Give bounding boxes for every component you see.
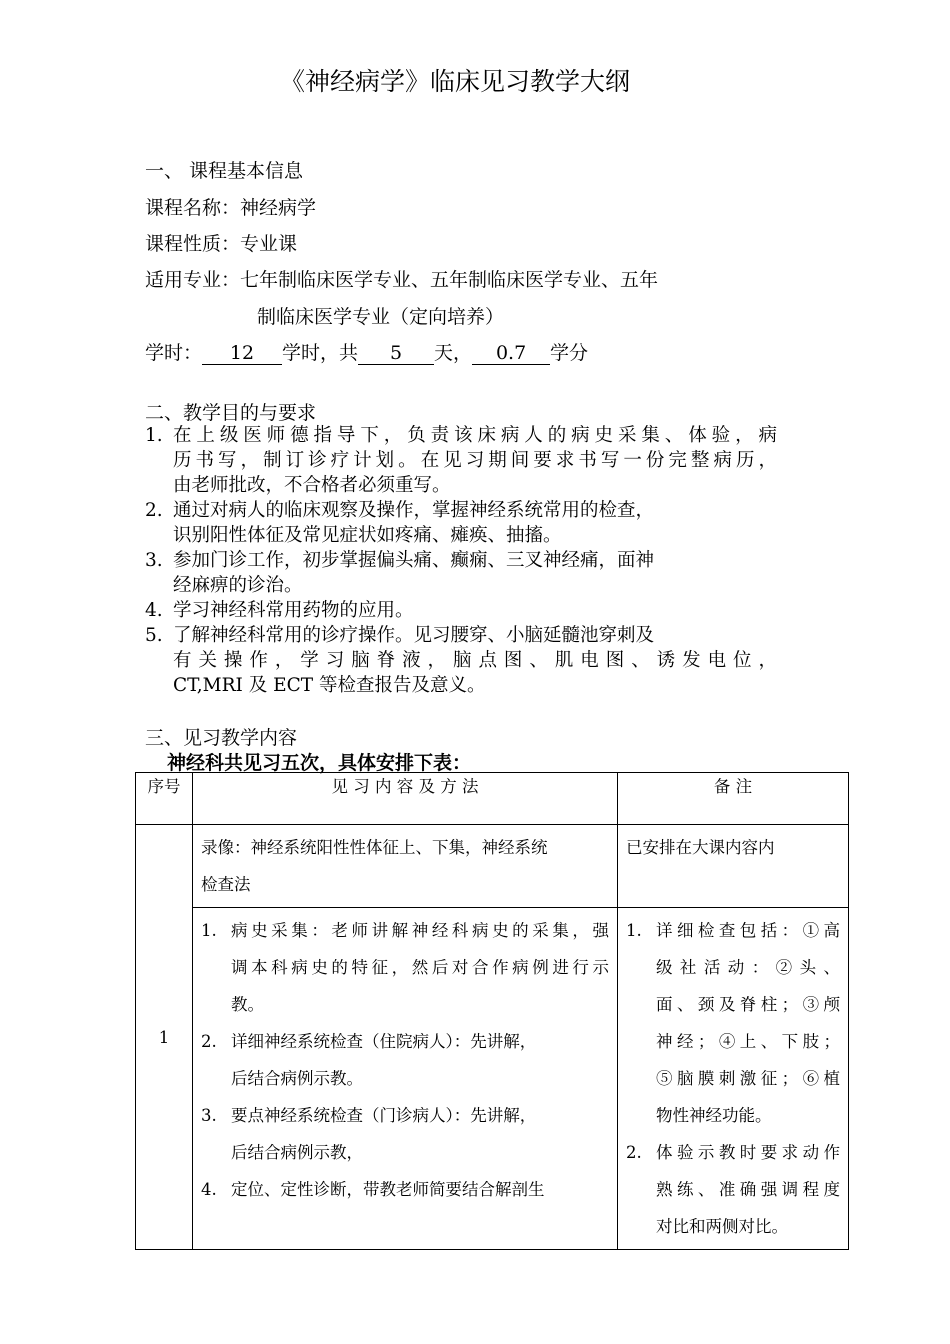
course-type-row — [145, 229, 297, 256]
note-number: 1. — [626, 921, 642, 940]
days-value: 5 — [358, 342, 434, 365]
note-line: 对比和两侧对比。 — [656, 1217, 788, 1236]
table-row — [136, 825, 849, 908]
objective-number: 5. — [145, 625, 163, 646]
table-header-row — [136, 773, 849, 825]
objective-line: 有关操作，学习脑脊液，脑点图、肌电图、诱发电位， — [173, 650, 777, 671]
note-item-1 — [626, 912, 840, 1134]
note-line: 物性神经功能。 — [656, 1106, 772, 1125]
days-unit: 天， — [434, 342, 473, 364]
content-item-1 — [201, 912, 609, 1023]
majors-line2: 制临床医学专业（定向培养） — [257, 306, 505, 328]
header-seq: 序号 — [136, 773, 193, 825]
majors-line1: 七年制临床医学专业、五年制临床医学专业、五年 — [240, 269, 659, 291]
credits-unit: 学分 — [550, 342, 589, 364]
item-number: 2. — [201, 1032, 217, 1051]
objective-number: 2. — [145, 500, 163, 521]
objective-number: 1. — [145, 425, 163, 446]
item-line: 后结合病例示教。 — [231, 1069, 363, 1088]
item-line: 要点神经系统检查（门诊病人）：先讲解， — [231, 1106, 537, 1125]
item-line: 教。 — [231, 995, 264, 1014]
section1-heading: 一、 课程基本信息 — [145, 160, 304, 182]
note-line: 详细检查包括：①高 — [656, 921, 840, 940]
content-item-4 — [201, 1171, 609, 1208]
hours-value: 12 — [202, 342, 282, 365]
objective-line: 通过对病人的临床观察及操作，掌握神经系统常用的检查， — [173, 500, 655, 521]
section2-heading: 二、教学目的与要求 — [145, 402, 317, 424]
table-row — [136, 908, 849, 1250]
row1-note: 已安排在大课内容内 — [626, 838, 775, 857]
row1-content-line: 录像：神经系统阳性性体征上、下集，神经系统 — [201, 838, 548, 857]
row1-content-line: 检查法 — [201, 875, 251, 894]
document-title: 《神经病学》临床见习教学大纲 — [279, 67, 630, 96]
note-line: 熟练、准确强调程度 — [656, 1180, 840, 1199]
objective-line: 学习神经科常用药物的应用。 — [173, 600, 414, 621]
schedule-table — [135, 772, 849, 1250]
note-line: ⑤脑膜刺激征；⑥植 — [656, 1069, 840, 1088]
objective-item-2 — [145, 498, 777, 548]
objective-number: 4. — [145, 600, 163, 621]
item-line: 详细神经系统检查（住院病人）：先讲解， — [231, 1032, 537, 1051]
objective-line: 历书写，制订诊疗计划。在见习期间要求书写一份完整病历， — [173, 450, 777, 471]
note-item-2 — [626, 1134, 840, 1245]
row1-content-cell — [193, 825, 618, 908]
note-line: 体验示教时要求动作 — [656, 1143, 840, 1162]
objective-line: 在上级医师德指导下，负责该床病人的病史采集、体验，病 — [173, 425, 777, 446]
objectives-list — [145, 423, 777, 698]
note-line: 级社活动：②头、 — [656, 958, 840, 977]
session-number-text: 1 — [158, 1027, 170, 1047]
content-item-3 — [201, 1097, 609, 1171]
item-number: 3. — [201, 1106, 217, 1125]
objective-number: 3. — [145, 550, 163, 571]
credits-value: 0.7 — [472, 342, 550, 365]
objective-line: 了解神经科常用的诊疗操作。见习腰穿、小脑延髓池穿刺及 — [173, 625, 655, 646]
row2-content-cell — [193, 908, 618, 1250]
objective-item-4 — [145, 598, 777, 623]
section3-subheading: 神经科共见习五次，具体安排下表： — [167, 752, 472, 774]
header-content: 见 习 内 容 及 方 法 — [193, 773, 618, 825]
note-line: 面、颈及脊柱；③颅 — [656, 995, 840, 1014]
note-number: 2. — [626, 1143, 642, 1162]
majors-label: 适用专业： — [145, 269, 241, 291]
objective-line: 参加门诊工作，初步掌握偏头痛、癫痫、三叉神经痛，面神 — [173, 550, 655, 571]
session-number — [136, 825, 193, 1250]
course-name-label: 课程名称： — [145, 197, 241, 219]
course-type-value: 专业课 — [240, 233, 298, 255]
objective-item-1 — [145, 423, 777, 498]
item-number: 1. — [201, 921, 217, 940]
header-notes: 备 注 — [618, 773, 849, 825]
item-line: 调本科病史的特征，然后对合作病例进行示 — [231, 958, 609, 977]
content-item-2 — [201, 1023, 609, 1097]
hours-label: 学时： — [145, 342, 203, 364]
item-line: 后结合病例示教， — [231, 1143, 363, 1162]
course-type-label: 课程性质： — [145, 233, 241, 255]
note-line: 神经；④上、下肢； — [656, 1032, 840, 1051]
item-line: 定位、定性诊断，带教老师简要结合解剖生 — [231, 1180, 545, 1199]
course-name-value: 神经病学 — [240, 197, 317, 219]
row2-notes-cell — [618, 908, 849, 1250]
section3-heading: 三、见习教学内容 — [145, 727, 298, 749]
hours-row — [145, 338, 588, 365]
objective-line: 由老师批改，不合格者必须重写。 — [173, 475, 451, 496]
hours-unit: 学时，共 — [282, 342, 359, 364]
majors-row — [145, 265, 658, 292]
objective-item-5 — [145, 623, 777, 698]
item-line: 病史采集：老师讲解神经科病史的采集，强 — [231, 921, 609, 940]
item-number: 4. — [201, 1180, 217, 1199]
objective-line: 经麻痹的诊治。 — [173, 575, 303, 596]
objective-line: 识别阳性体征及常见症状如疼痛、瘫痪、抽搐。 — [173, 525, 562, 546]
row1-note-cell — [618, 825, 849, 908]
objective-item-3 — [145, 548, 777, 598]
objective-line: CT,MRI 及 ECT 等检查报告及意义。 — [173, 675, 486, 696]
course-name-row — [145, 193, 316, 220]
